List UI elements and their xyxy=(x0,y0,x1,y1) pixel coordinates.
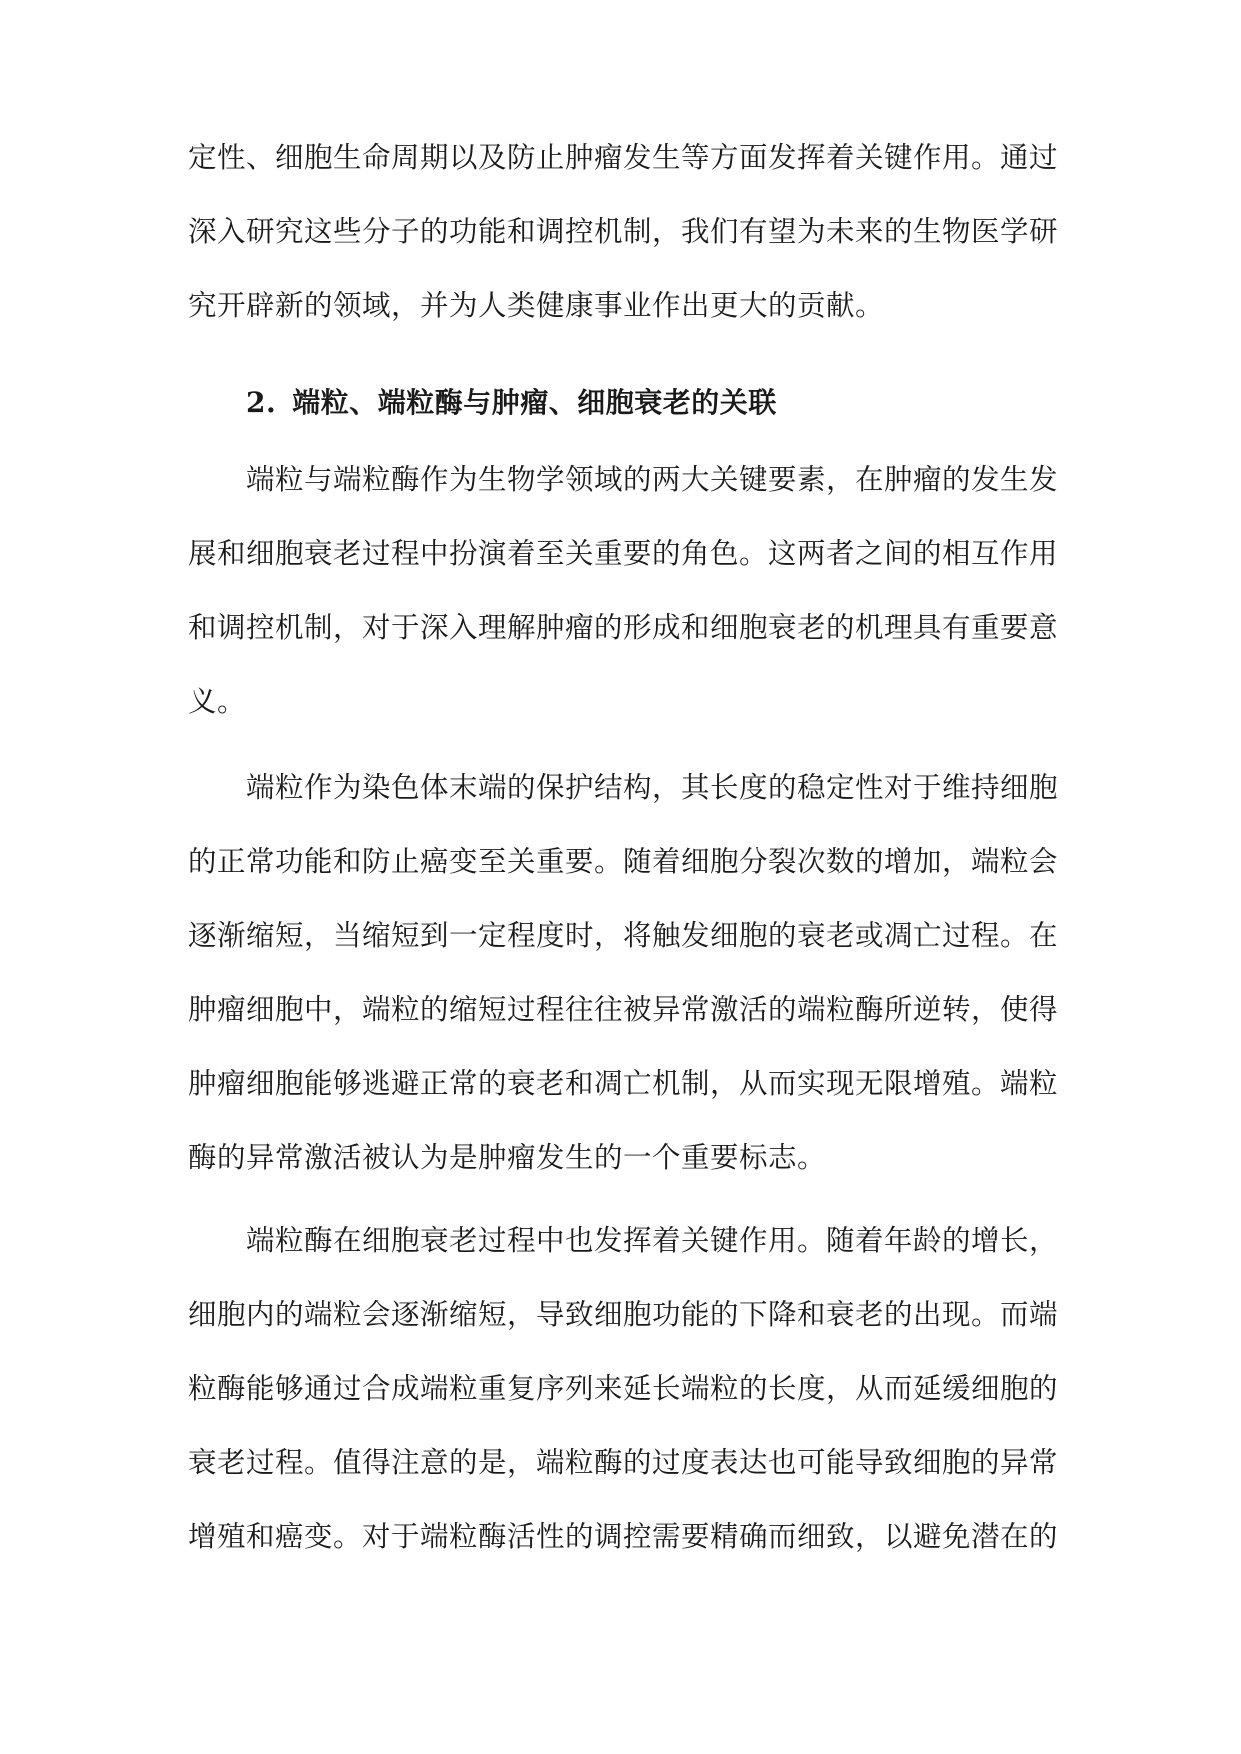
section-heading xyxy=(246,383,777,423)
paragraph-line: 逐渐缩短，当缩短到一定程度时，将触发细胞的衰老或凋亡过程。在 xyxy=(188,919,1059,952)
paragraph-line: 义。 xyxy=(188,685,247,718)
section-number: 2. xyxy=(246,386,277,419)
paragraph-line: 定性、细胞生命周期以及防止肿瘤发生等方面发挥着关键作用。通过 xyxy=(188,141,1059,174)
paragraph-line: 肿瘤细胞能够逃避正常的衰老和凋亡机制，从而实现无限增殖。端粒 xyxy=(188,1067,1059,1100)
paragraph-line: 细胞内的端粒会逐渐缩短，导致细胞功能的下降和衰老的出现。而端 xyxy=(188,1298,1059,1331)
paragraph-line: 端粒与端粒酶作为生物学领域的两大关键要素，在肿瘤的发生发 xyxy=(246,463,1059,496)
paragraph-line: 酶的异常激活被认为是肿瘤发生的一个重要标志。 xyxy=(188,1141,827,1174)
paragraph-line: 粒酶能够通过合成端粒重复序列来延长端粒的长度，从而延缓细胞的 xyxy=(188,1372,1059,1405)
paragraph-line: 和调控机制，对于深入理解肿瘤的形成和细胞衰老的机理具有重要意 xyxy=(188,611,1059,644)
paragraph-line: 衰老过程。值得注意的是，端粒酶的过度表达也可能导致细胞的异常 xyxy=(188,1446,1059,1479)
paragraph-line: 端粒作为染色体末端的保护结构，其长度的稳定性对于维持细胞 xyxy=(246,771,1059,804)
paragraph-line: 深入研究这些分子的功能和调控机制，我们有望为未来的生物医学研 xyxy=(188,215,1059,248)
paragraph-line: 增殖和癌变。对于端粒酶活性的调控需要精确而细致，以避免潜在的 xyxy=(188,1520,1059,1553)
paragraph-line: 究开辟新的领域，并为人类健康事业作出更大的贡献。 xyxy=(188,289,885,322)
paragraph-line: 展和细胞衰老过程中扮演着至关重要的角色。这两者之间的相互作用 xyxy=(188,537,1059,570)
paragraph-line: 肿瘤细胞中，端粒的缩短过程往往被异常激活的端粒酶所逆转，使得 xyxy=(188,993,1059,1026)
section-title: 端粒、端粒酶与肿瘤、细胞衰老的关联 xyxy=(292,386,777,419)
paragraph-line: 端粒酶在细胞衰老过程中也发挥着关键作用。随着年龄的增长， xyxy=(246,1224,1059,1257)
paragraph-line: 的正常功能和防止癌变至关重要。随着细胞分裂次数的增加，端粒会 xyxy=(188,845,1059,878)
